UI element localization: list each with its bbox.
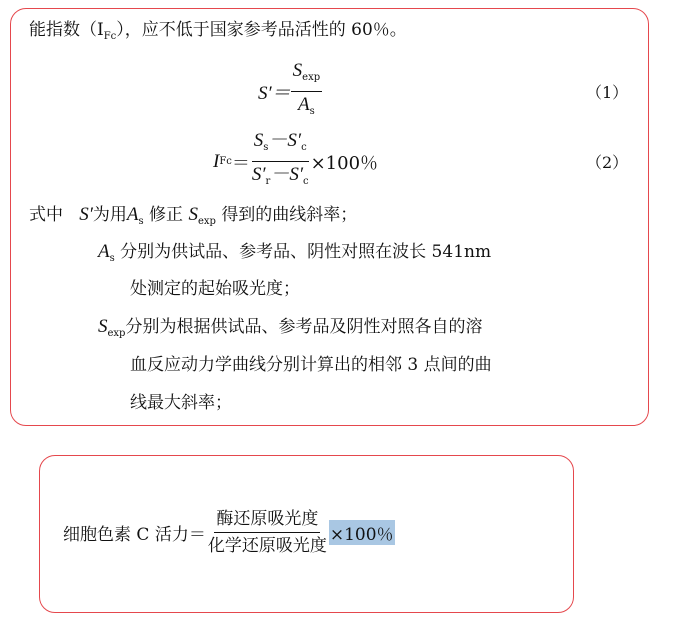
formula2-tail-highlighted[interactable]: ×100％	[329, 520, 395, 545]
cytochrome-c-formula	[63, 508, 395, 557]
eq2-denominator: S′	[251, 164, 266, 185]
intro-subscript: Fc	[103, 31, 117, 42]
formula2-lhs: 细胞色素 C 活力＝	[63, 525, 206, 545]
where-line-6: 线最大斜率；	[130, 393, 232, 413]
formula2-numerator: 酶还原吸光度	[214, 508, 320, 533]
eq2-lhs: I	[213, 150, 220, 172]
where-label: 式中	[29, 205, 63, 225]
eq2-tail: ×100％	[310, 152, 379, 174]
where-line-4: $S_{exp}$分别为根据供试品、参考品及阴性对照各自的溶	[98, 316, 483, 339]
where-line-3: 处测定的起始吸光度；	[130, 279, 300, 299]
where-line-2: $A_s$ 分别为供试品、参考品、阴性对照在波长 541nm	[98, 241, 492, 264]
eq1-lhs: S′＝	[258, 83, 291, 104]
where-line-5: 血反应动力学曲线分别计算出的相邻 3 点间的曲	[130, 355, 492, 375]
eq1-number: （1）	[586, 83, 629, 102]
where-line-1: 式中 S′为用$A_s$ 修正 $S_{exp}$ 得到的曲线斜率；	[29, 204, 358, 227]
eq2-fraction: $\frac{S_s-S'_c}{S'_r-S'_c}$	[251, 130, 309, 187]
equation-1	[258, 60, 322, 123]
eq1-numerator: S	[292, 60, 303, 81]
intro-rest-text: ），应不低于国家参考品活性的 60％。	[116, 20, 407, 40]
eq1-fraction: $\frac{S_{exp}}{A_s}$	[292, 60, 321, 117]
eq1-denominator: A	[298, 94, 310, 115]
equation-2: I Fc ＝ $\frac{S_s-S'_c}{S'_r-S'_c}$ ×100％	[213, 130, 378, 193]
eq2-numerator: S	[253, 130, 264, 151]
formula2-fraction	[206, 508, 329, 557]
intro-line	[29, 20, 407, 47]
eq2-number: （2）	[586, 153, 629, 172]
formula2-denominator: 化学还原吸光度	[207, 536, 327, 556]
intro-text: 能指数（I	[29, 20, 104, 40]
